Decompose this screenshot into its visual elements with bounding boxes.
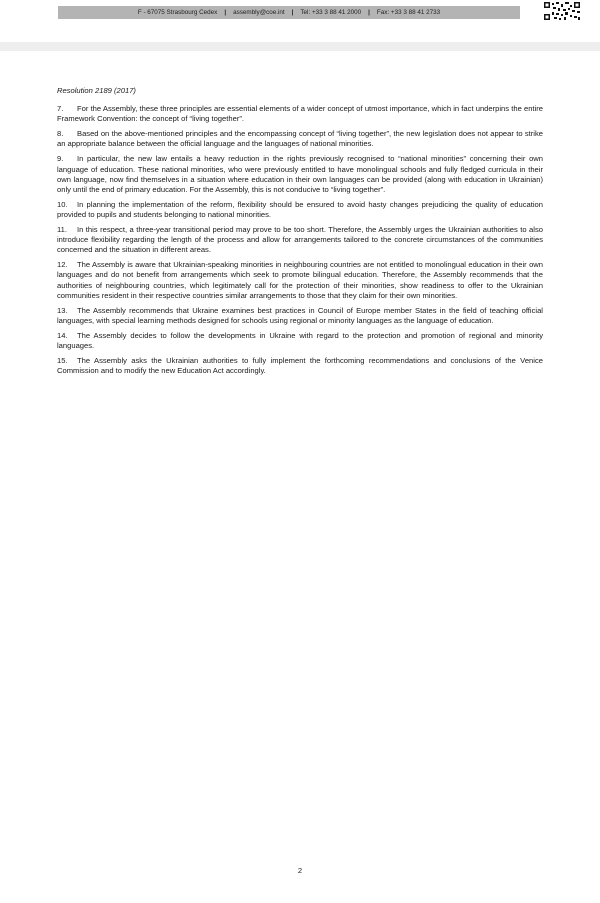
paragraph-15 xyxy=(57,356,543,376)
paragraph-8 xyxy=(57,129,543,149)
paragraph-number: 12. xyxy=(57,260,68,270)
contact-footer-bar xyxy=(58,6,520,19)
paragraph-text: The Assembly asks the Ukrainian authorities to fully implement the forthcoming recommendations and conclusions of the Venice Commission and to modify the new Education Act accordingly. xyxy=(57,356,543,376)
page-gap xyxy=(0,42,600,51)
paragraph-text: Based on the above-mentioned principles and the encompassing concept of “living together”, the new legislation does not appear to strike an appropriate balance between the official language and the languages of national minorities. xyxy=(57,129,543,149)
footer-email[interactable]: assembly@coe.int xyxy=(233,9,285,16)
paragraph-number: 8. xyxy=(57,129,64,139)
paragraph-10 xyxy=(57,200,543,220)
paragraph-text: In this respect, a three-year transitional period may prove to be too short. Therefore, the Assembly urges the Ukrainian authorities to also introduce flexibility regarding the length of the process and allow for arrangements tailored to the concrete circumstances of the communities concerned and the situation in different areas. xyxy=(57,225,543,255)
paragraph-number: 13. xyxy=(57,305,68,315)
qr-code-icon xyxy=(544,2,580,20)
paragraph-number: 9. xyxy=(57,154,64,164)
paragraph-12 xyxy=(57,260,543,300)
paragraph-number: 10. xyxy=(57,199,68,209)
paragraph-number: 11. xyxy=(57,225,67,235)
paragraph-11 xyxy=(57,225,543,255)
paragraph-7 xyxy=(57,104,543,124)
paragraph-text: The Assembly recommends that Ukraine examines best practices in Council of Europe member States in the field of teaching official languages, with special learning methods designed for schools using regional or minority languages as the language of education. xyxy=(57,305,543,325)
paragraph-text: In particular, the new law entails a heavy reduction in the rights previously recognised to “national minorities” concerning their own language of education. These national minorities, who were previously entitled to have monolingual schools and fully fledged curricula in their own language, now find themselves in a situation where education in their own languages can be provided (along with education in Ukrainian) only until the end of primary education. For the Assembly, this is not conducive to “living together”. xyxy=(57,154,543,194)
resolution-header: Resolution 2189 (2017) xyxy=(57,86,136,95)
footer-separator: | xyxy=(224,9,227,16)
paragraph-number: 14. xyxy=(57,330,68,340)
page-number: 2 xyxy=(297,866,303,875)
footer-separator: | xyxy=(291,9,294,16)
footer-tel: Tel: +33 3 88 41 2000 xyxy=(300,9,362,16)
paragraph-text: For the Assembly, these three principles are essential elements of a wider concept of utmost importance, which in fact underpins the entire Framework Convention: the concept of “living together”. xyxy=(57,104,543,124)
paragraph-number: 7. xyxy=(57,104,64,114)
document-body xyxy=(57,86,543,381)
paragraph-13 xyxy=(57,306,543,326)
paragraph-text: The Assembly decides to follow the developments in Ukraine with regard to the protection and promotion of regional and minority languages. xyxy=(57,330,543,350)
footer-fax: Fax: +33 3 88 41 2733 xyxy=(376,9,441,16)
paragraph-text: The Assembly is aware that Ukrainian-speaking minorities in neighbouring countries are not entitled to monolingual education in their own languages and do not benefit from arrangements which seek to promote bilingual education. Therefore, the Assembly recommends that the authorities of neighbouring countries, which legitimately call for the protection of their minorities, show readiness to offer to the Ukrainian communities resident in their respective countries similar arrangements to those that they claim for their own minorities. xyxy=(57,260,543,300)
paragraph-number: 15. xyxy=(57,356,68,366)
paragraph-9 xyxy=(57,154,543,194)
footer-separator: | xyxy=(368,9,370,16)
footer-address: F - 67075 Strasbourg Cedex xyxy=(137,9,218,16)
paragraph-text: In planning the implementation of the reform, flexibility should be ensured to avoid hasty changes prejudicing the quality of education provided to pupils and students belonging to national minorities. xyxy=(57,199,543,219)
paragraph-14 xyxy=(57,331,543,351)
